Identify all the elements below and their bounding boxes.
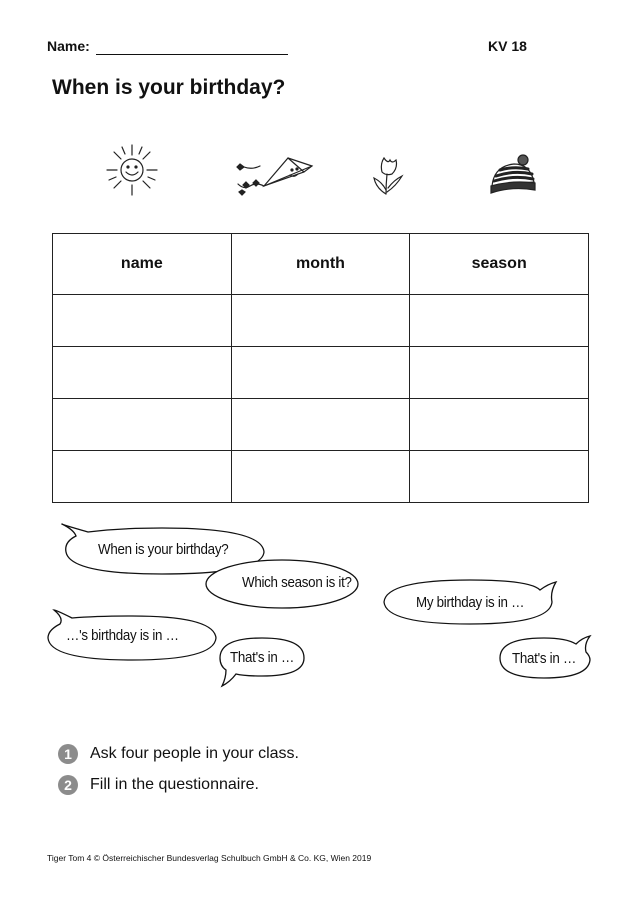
table-cell[interactable] xyxy=(231,347,410,399)
bubble-text-which-season: Which season is it? xyxy=(242,575,352,591)
worksheet-code: KV 18 xyxy=(488,38,527,54)
page-title: When is your birthday? xyxy=(52,76,286,99)
bubble-text-thats-in-left: That's in … xyxy=(230,650,295,666)
table-header-row xyxy=(53,234,589,295)
task-number-badge: 1 xyxy=(58,744,78,764)
table-cell[interactable] xyxy=(231,295,410,347)
table-cell[interactable] xyxy=(53,347,232,399)
task-number-badge: 2 xyxy=(58,775,78,795)
table-cell[interactable] xyxy=(410,451,589,503)
table-cell[interactable] xyxy=(53,295,232,347)
bubble-text-when-birthday: When is your birthday? xyxy=(98,542,229,558)
speech-bubbles xyxy=(0,510,640,690)
name-label: Name: xyxy=(47,38,90,54)
bubble-text-my-birthday: My birthday is in … xyxy=(416,595,525,611)
table-row xyxy=(53,347,589,399)
bubble-text-someones-birthday: …'s birthday is in … xyxy=(66,628,179,644)
table-cell[interactable] xyxy=(410,399,589,451)
sun-icon xyxy=(104,142,160,198)
task-text: Ask four people in your class. xyxy=(90,745,299,762)
column-header-month: month xyxy=(231,234,410,295)
column-header-name: name xyxy=(53,234,232,295)
questionnaire-table xyxy=(52,233,589,503)
woolly-hat-icon xyxy=(488,152,538,196)
kite-icon xyxy=(234,152,318,196)
task-1 xyxy=(58,744,299,764)
table-cell[interactable] xyxy=(231,399,410,451)
table-cell[interactable] xyxy=(53,399,232,451)
bubble-text-thats-in-right: That's in … xyxy=(512,651,577,667)
task-text: Fill in the questionnaire. xyxy=(90,776,259,793)
table-row xyxy=(53,451,589,503)
table-cell[interactable] xyxy=(53,451,232,503)
column-header-season: season xyxy=(410,234,589,295)
table-cell[interactable] xyxy=(410,347,589,399)
copyright-footer: Tiger Tom 4 © Österreichischer Bundesverlag Schulbuch GmbH & Co. KG, Wien 2019 xyxy=(47,853,372,863)
tulip-icon xyxy=(368,154,408,198)
table-cell[interactable] xyxy=(410,295,589,347)
table-cell[interactable] xyxy=(231,451,410,503)
task-2 xyxy=(58,775,259,795)
name-field-line[interactable] xyxy=(96,54,288,55)
table-row xyxy=(53,399,589,451)
table-row xyxy=(53,295,589,347)
